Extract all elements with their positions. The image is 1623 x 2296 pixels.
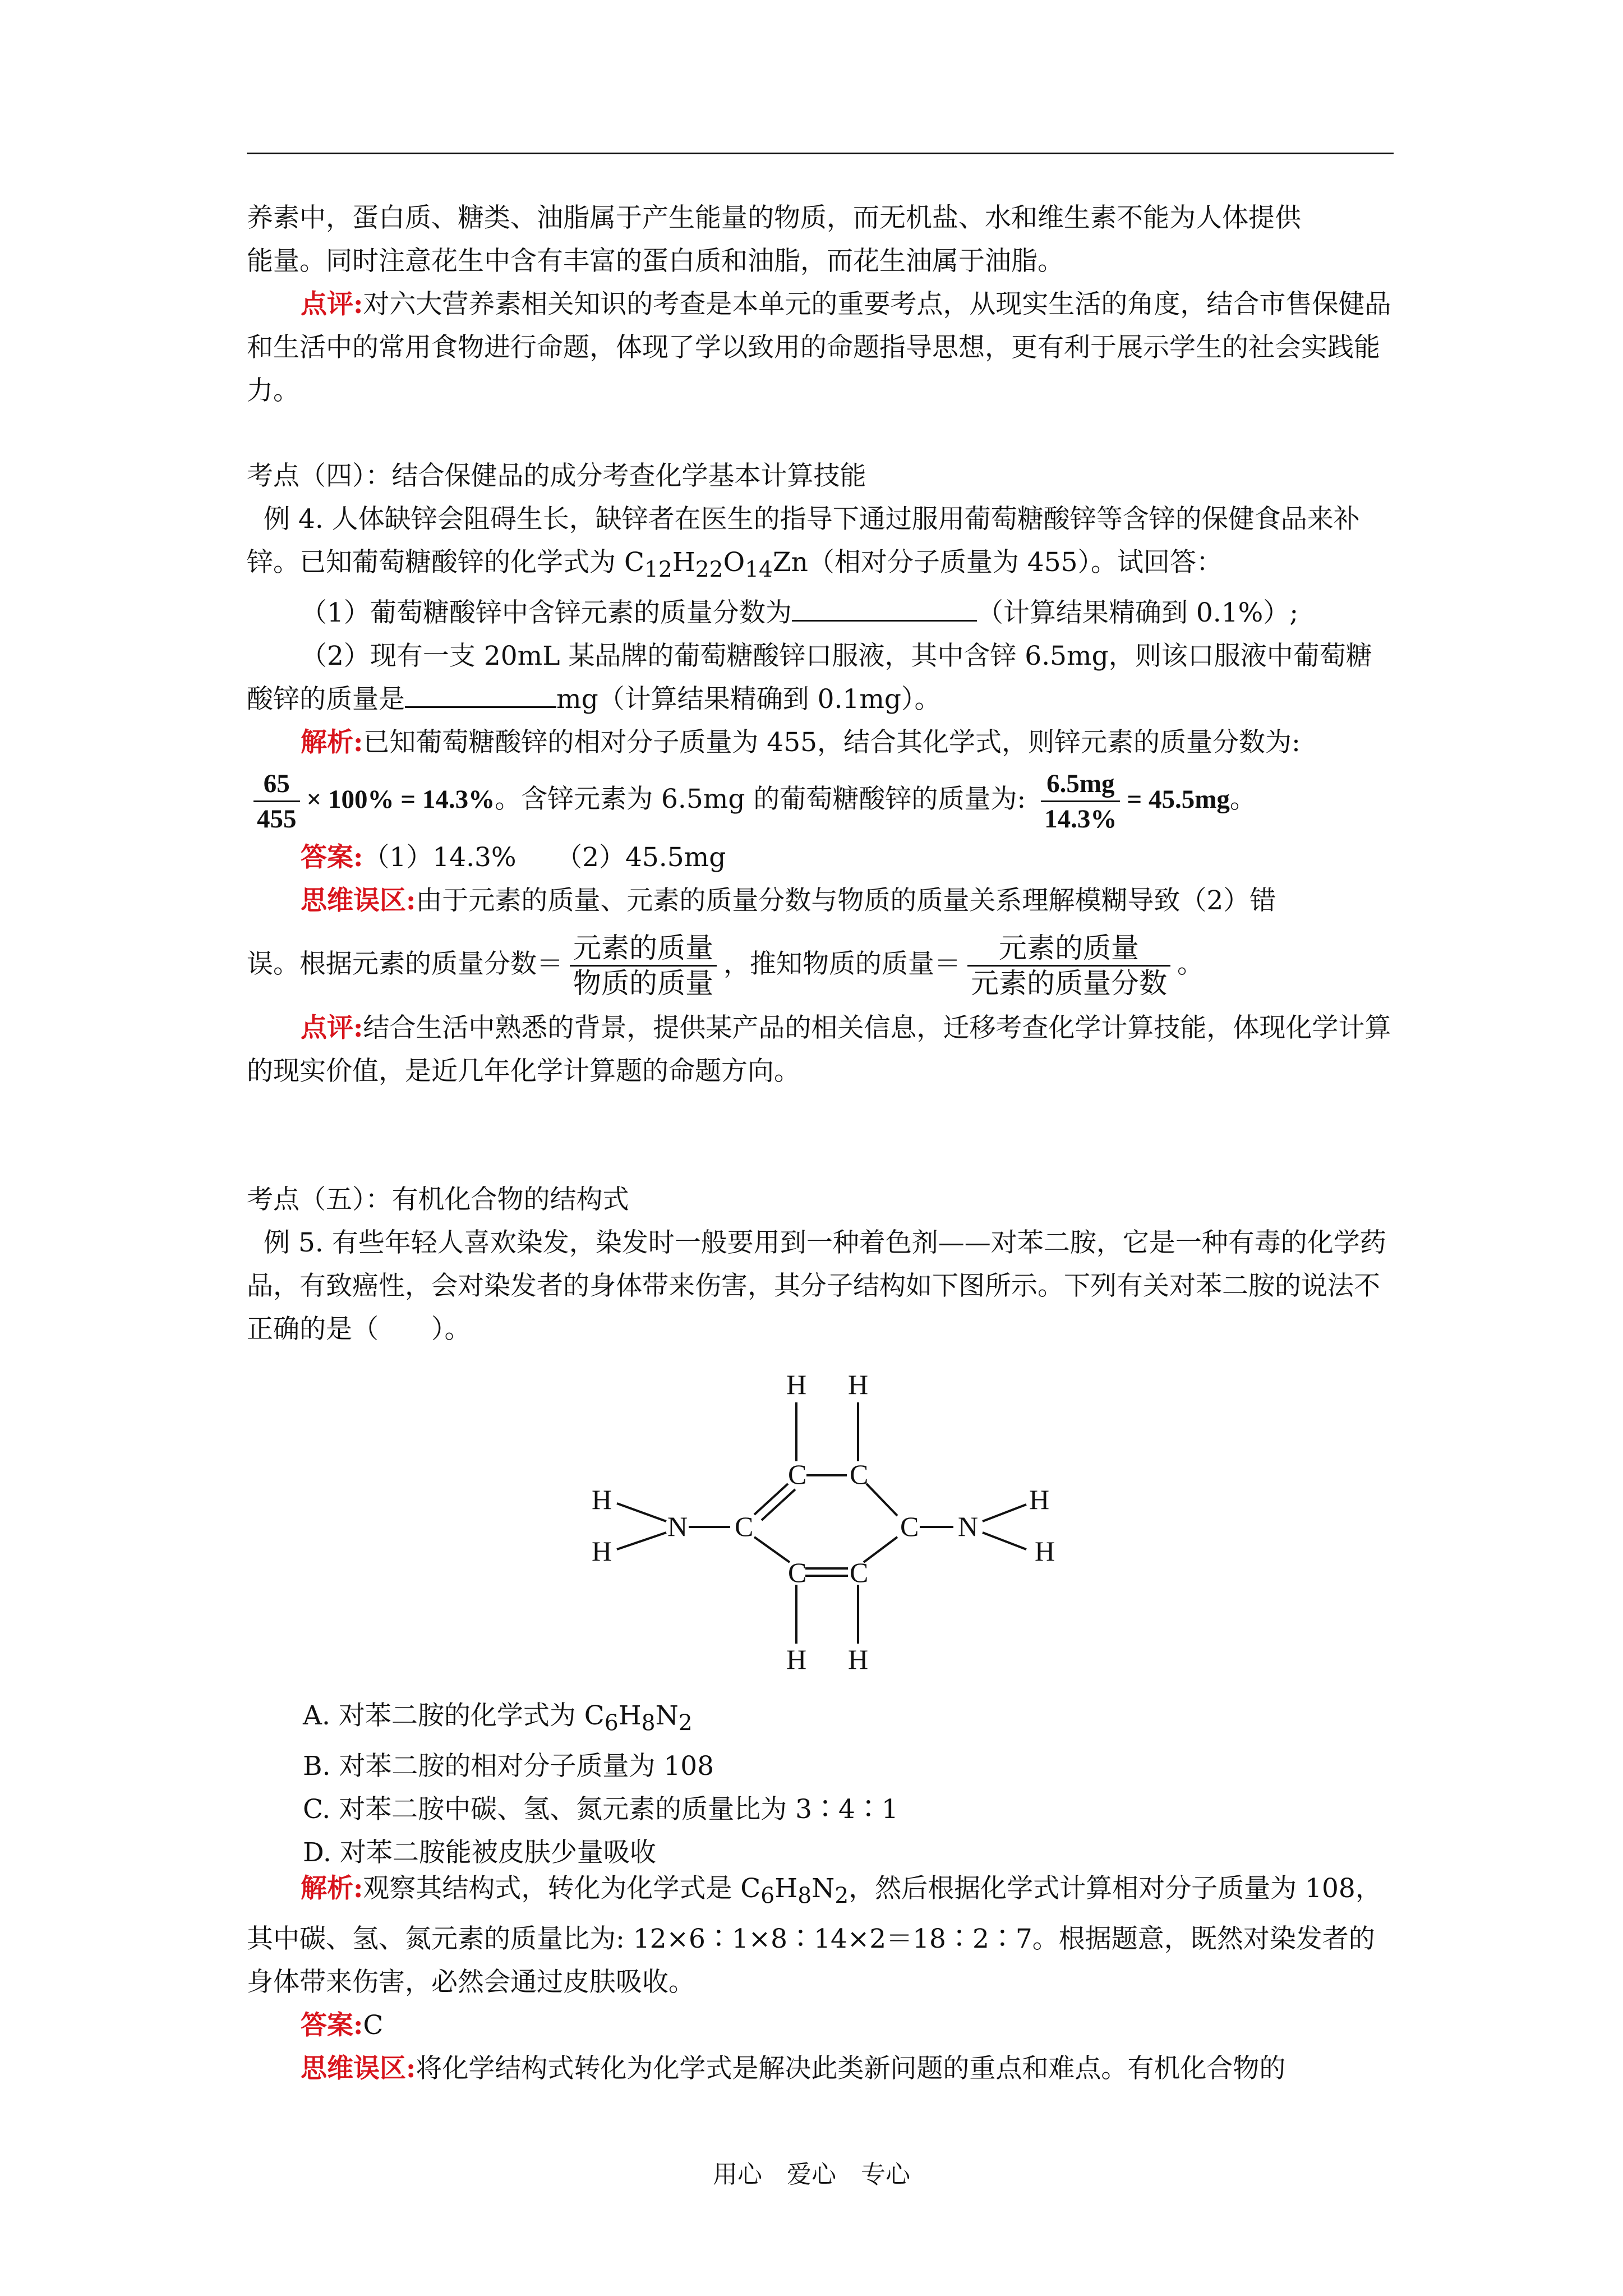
frac-elem-mass-2: 元素的质量 bbox=[967, 931, 1170, 967]
ex4-o: O bbox=[723, 547, 745, 578]
ex5-analysis-post: ，然后根据化学式计算相对分子质量为 108，其中碳、氢、氮元素的质量比为: 12×6∶1×8∶14×2＝18∶2∶7。根据题意，既然对染发者的身体带来伤害，必然会通过皮肤吸收。 bbox=[247, 1873, 1382, 1998]
example-5-analysis bbox=[247, 1867, 1394, 2004]
frac-num-2: 6.5mg bbox=[1041, 767, 1120, 802]
frac-mass-fraction bbox=[570, 931, 717, 1000]
example-4-text bbox=[247, 498, 1394, 591]
example-4-calc bbox=[247, 764, 1394, 836]
sub-12: 12 bbox=[644, 557, 672, 583]
example-4-mistake-formula bbox=[247, 922, 1394, 1006]
ex4-h: H bbox=[672, 547, 695, 578]
atom-c: C bbox=[850, 1557, 869, 1588]
atom-h: H bbox=[786, 1369, 807, 1400]
atom-h: H bbox=[1029, 1484, 1050, 1515]
calc-end: 。 bbox=[1229, 784, 1256, 815]
mistake2-mid: ，推知物质的质量＝ bbox=[723, 948, 961, 979]
comment-1-text: 对六大营养素相关知识的考查是本单元的重要考点，从现实生活的角度，结合市售保健品和生活中的常用食物进行命题，体现了学以致用的命题指导思想，更有利于展示学生的社会实践能力。 bbox=[247, 289, 1391, 406]
frac-den-2: 14.3% bbox=[1044, 804, 1117, 834]
comment-label-2: 点评: bbox=[301, 1012, 363, 1043]
option-c[interactable]: C. 对苯二胺中碳、氢、氮元素的质量比为 3∶4∶1 bbox=[303, 1794, 898, 1825]
frac-substance-mass bbox=[967, 931, 1170, 1000]
opt-a-h: H bbox=[618, 1700, 642, 1731]
atom-h: H bbox=[592, 1535, 612, 1567]
atom-n: N bbox=[958, 1511, 979, 1542]
example-5-text: 例 5. 有些年轻人喜欢染发，染发时一般要用到一种着色剂——对苯二胺，它是一种有毒的化学药品，有致癌性，会对染发者的身体带来伤害，其分子结构如下图所示。下列有关对苯二胺的说法不正确的是（ ）。 bbox=[247, 1227, 1386, 1345]
q2-blank[interactable] bbox=[405, 684, 556, 708]
atom-h: H bbox=[1035, 1535, 1055, 1567]
section-5 bbox=[247, 1178, 1394, 1351]
bond bbox=[617, 1533, 666, 1549]
analysis-label-2: 解析: bbox=[301, 1873, 363, 1904]
bond bbox=[983, 1533, 1026, 1549]
frac-sub-mass: 物质的质量 bbox=[573, 967, 713, 1000]
ex4-mistake: 由于元素的质量、元素的质量分数与物质的质量关系理解模糊导致（2）错 bbox=[416, 885, 1276, 916]
sub-22: 22 bbox=[695, 557, 723, 583]
ex5-mistake: 将化学结构式转化为化学式是解决此类新问题的重点和难点。有机化合物的 bbox=[416, 2053, 1286, 2085]
option-a-text: A. 对苯二胺的化学式为 C bbox=[303, 1700, 605, 1731]
calc-mid: 。含锌元素为 6.5mg 的葡萄糖酸锌的质量为: bbox=[495, 784, 1026, 815]
frac-den: 455 bbox=[257, 804, 297, 834]
p-phenylenediamine-structure bbox=[583, 1369, 1077, 1672]
section-4-title: 考点（四）：结合保健品的成分考查化学基本计算技能 bbox=[247, 461, 866, 491]
atom-h: H bbox=[786, 1644, 807, 1672]
option-b[interactable]: B. 对苯二胺的相对分子质量为 108 bbox=[303, 1751, 714, 1782]
q1-blank[interactable] bbox=[792, 597, 977, 622]
option-a[interactable] bbox=[303, 1694, 1368, 1745]
comment-2 bbox=[247, 1006, 1394, 1093]
atom-c: C bbox=[850, 1458, 869, 1490]
sub-6: 6 bbox=[604, 1710, 619, 1736]
frac-num: 65 bbox=[253, 767, 300, 802]
bond bbox=[617, 1503, 666, 1521]
atom-c: C bbox=[788, 1458, 807, 1490]
sub-8b: 8 bbox=[797, 1883, 812, 1909]
ex4-formula-tail: Zn（相对分子质量为 455）。试回答： bbox=[772, 547, 1223, 578]
intro-line-2: 能量。同时注意花生中含有丰富的蛋白质和油脂，而花生油属于油脂。 bbox=[247, 246, 1064, 277]
comment-label: 点评: bbox=[301, 289, 363, 320]
example-5-mistake bbox=[247, 2047, 1394, 2090]
section-4 bbox=[247, 454, 1394, 1093]
ex4-analysis: 已知葡萄糖酸锌的相对分子质量为 455，结合其化学式，则锌元素的质量分数为: bbox=[363, 727, 1301, 758]
bond bbox=[866, 1484, 897, 1516]
example-4-answer bbox=[247, 836, 1394, 879]
comment-2-text: 结合生活中熟悉的背景，提供某产品的相关信息，迁移考查化学计算技能，体现化学计算的现实价值，是近几年化学计算题的命题方向。 bbox=[247, 1012, 1391, 1087]
ex4-text: 例 4. 人体缺锌会阻碍生长，缺锌者在医生的指导下通过服用葡萄糖酸锌等含锌的保健食品来补锌。已知葡萄糖酸锌的化学式为 C bbox=[247, 504, 1360, 578]
example-4-q2 bbox=[247, 634, 1394, 721]
page-footer: 用心 爱心 专心 bbox=[713, 2160, 910, 2189]
sub-2b: 2 bbox=[834, 1883, 849, 1909]
q2-pre: （2）现有一支 20mL 某品牌的葡萄糖酸锌口服液，其中含锌 6.5mg，则该口服液中葡萄糖酸锌的质量是 bbox=[247, 641, 1372, 715]
ex5-analysis-pre: 观察其结构式，转化为化学式是 C bbox=[363, 1873, 761, 1904]
mistake-label-2: 思维误区: bbox=[301, 2053, 416, 2085]
atom-n: N bbox=[667, 1511, 688, 1542]
atom-h: H bbox=[592, 1484, 612, 1515]
sub-8: 8 bbox=[641, 1710, 656, 1736]
bond bbox=[983, 1504, 1026, 1521]
analysis-label: 解析: bbox=[301, 727, 363, 758]
sub-6b: 6 bbox=[760, 1883, 775, 1909]
sub-2: 2 bbox=[678, 1710, 693, 1736]
section-5-title: 考点（五）：有机化合物的结构式 bbox=[247, 1184, 629, 1215]
bond bbox=[864, 1537, 897, 1562]
comment-1 bbox=[247, 283, 1394, 412]
answer-label: 答案: bbox=[301, 841, 363, 873]
bond bbox=[754, 1537, 790, 1562]
q1-pre: （1）葡萄糖酸锌中含锌元素的质量分数为 bbox=[301, 597, 792, 629]
q2-post: mg（计算结果精确到 0.1mg）。 bbox=[556, 684, 941, 715]
mistake2-pre: 误。根据元素的质量分数＝ bbox=[247, 948, 563, 979]
ex5-h: H bbox=[774, 1873, 798, 1904]
example-5-solution bbox=[247, 1867, 1394, 2090]
atom-h: H bbox=[848, 1644, 869, 1672]
atom-c: C bbox=[900, 1511, 919, 1542]
q1-post: （计算结果精确到 0.1%）; bbox=[976, 597, 1299, 629]
example-4-q1 bbox=[247, 591, 1394, 634]
calc1-tail: × 100% = 14.3% bbox=[306, 785, 495, 815]
options-list bbox=[303, 1694, 1368, 1874]
sub-14: 14 bbox=[745, 557, 773, 583]
intro-line-1: 养素中，蛋白质、糖类、油脂属于产生能量的物质，而无机盐、水和维生素不能为人体提供 bbox=[247, 203, 1301, 233]
answer-label-2: 答案: bbox=[301, 2010, 363, 2041]
option-d[interactable]: D. 对苯二胺能被皮肤少量吸收 bbox=[303, 1837, 656, 1869]
example-4-analysis bbox=[247, 721, 1394, 764]
calc2-tail: = 45.5mg bbox=[1127, 785, 1230, 815]
ex4-answer: （1）14.3% （2）45.5mg bbox=[363, 841, 726, 873]
frac-mass bbox=[1041, 767, 1120, 836]
example-5-answer bbox=[247, 2004, 1394, 2047]
header-rule bbox=[247, 153, 1394, 154]
intro-section bbox=[247, 196, 1394, 412]
frac-elem-mass: 元素的质量 bbox=[570, 931, 717, 967]
ex5-answer: C bbox=[363, 2010, 384, 2041]
atom-h: H bbox=[848, 1369, 869, 1400]
atom-c: C bbox=[735, 1511, 754, 1542]
example-4-mistake bbox=[247, 879, 1394, 922]
frac-elem-frac: 元素的质量分数 bbox=[971, 967, 1167, 1000]
mistake2-end: 。 bbox=[1177, 948, 1204, 979]
atom-c: C bbox=[788, 1557, 807, 1588]
opt-a-n: N bbox=[655, 1700, 679, 1731]
ex5-n: N bbox=[811, 1873, 835, 1904]
frac-65-455 bbox=[253, 767, 300, 836]
mistake-label: 思维误区: bbox=[301, 885, 416, 916]
